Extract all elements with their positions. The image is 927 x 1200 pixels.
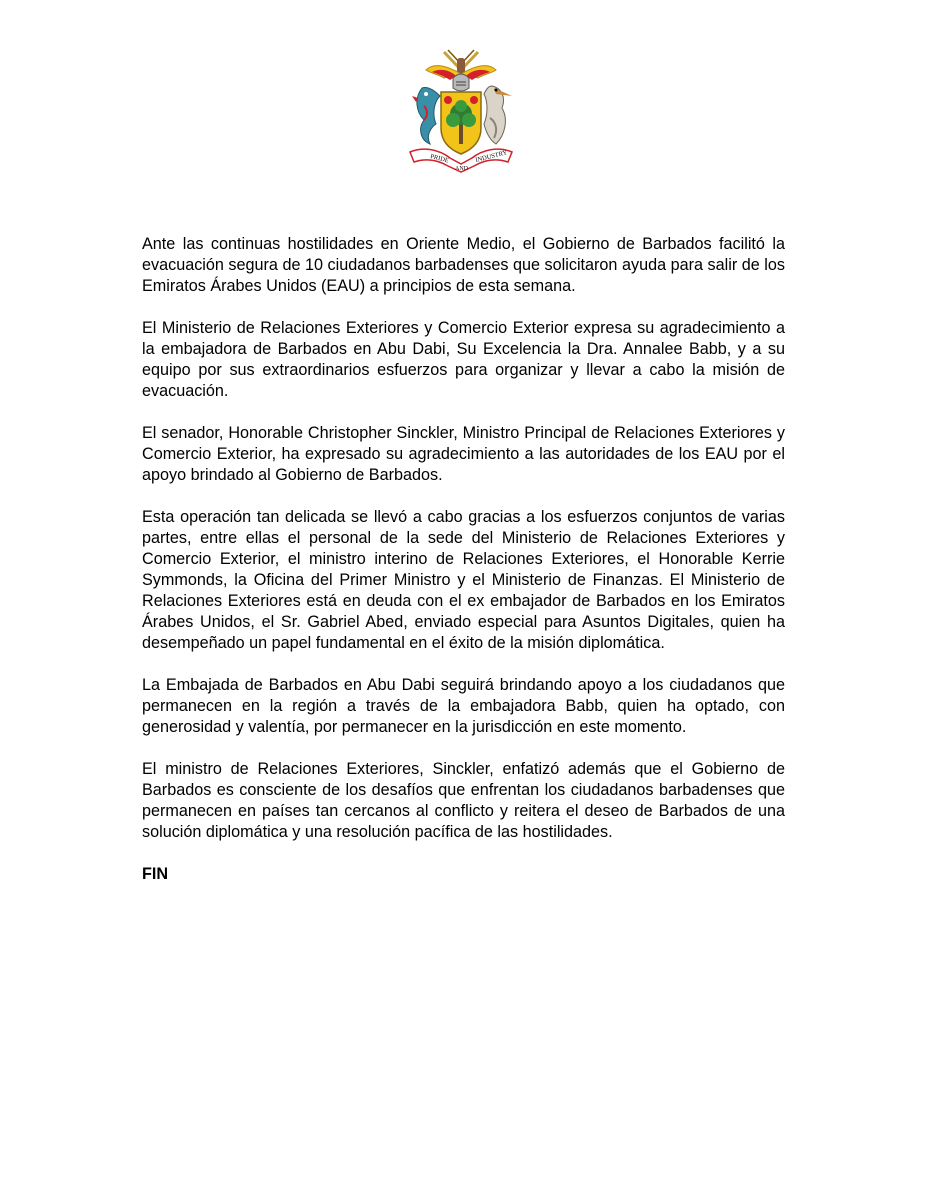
paragraph-senator-statement: El senador, Honorable Christopher Sinckler, Ministro Principal de Relaciones Exteriores y Comercio Exterior, ha expresado su agradecimiento a las autoridades de los EAU por el apoyo brindado al Gobierno de Barbados.: [142, 424, 785, 484]
paragraph-gratitude-ambassador: El Ministerio de Relaciones Exteriores y Comercio Exterior expresa su agradecimiento a la embajadora de Barbados en Abu Dabi, Su Excelencia la Dra. Annalee Babb, y a su equipo por sus extraordinarios esfuerzos para organizar y llevar a cabo la misión de evacuación.: [142, 319, 785, 400]
motto-word-pride: PRIDE: [429, 153, 450, 165]
paragraph-embassy-support: La Embajada de Barbados en Abu Dabi seguirá brindando apoyo a los ciudadanos que permanecen en la región a través de la embajadora Babb, quien ha optado, con generosidad y valentía, por permanecer en la jurisdicción en este momento.: [142, 676, 785, 736]
coat-of-arms-emblem: [404, 48, 518, 174]
paragraph-intro: Ante las continuas hostilidades en Oriente Medio, el Gobierno de Barbados facilitó la evacuación segura de 10 ciudadanos barbadenses que solicitaron ayuda para salir de los Emiratos Árabes Unidos (EAU) a principios de esta semana.: [142, 235, 785, 295]
paragraph-joint-efforts: Esta operación tan delicada se llevó a cabo gracias a los esfuerzos conjuntos de varias partes, entre ellas el personal de la sede del Ministerio de Relaciones Exteriores y Comercio Exterior, el ministro interino de Relaciones Exteriores, el Honorable Kerrie Symmonds, la Oficina del Primer Ministro y el Ministerio de Finanzas. El Ministerio de Relaciones Exteriores está en deuda con el ex embajador de Barbados en los Emiratos Árabes Unidos, el Sr. Gabriel Abed, enviado especial para Asuntos Digitales, quien ha desempeñado un papel fundamental en el éxito de la misión diplomática.: [142, 508, 785, 652]
paragraph-minister-emphasis: El ministro de Relaciones Exteriores, Sinckler, enfatizó además que el Gobierno de Barbados es consciente de los desafíos que enfrentan los ciudadanos barbadenses que permanecen en países tan cercanos al conflicto y reitera el deseo de Barbados de una solución diplomática y una resolución pacífica de las hostilidades.: [142, 760, 785, 841]
closing-fin: FIN: [142, 865, 169, 883]
coat-of-arms-icon: [404, 48, 518, 174]
motto-word-industry: INDUSTRY: [474, 149, 509, 164]
press-release-body: [142, 234, 785, 906]
motto-word-and: AND: [455, 166, 468, 172]
